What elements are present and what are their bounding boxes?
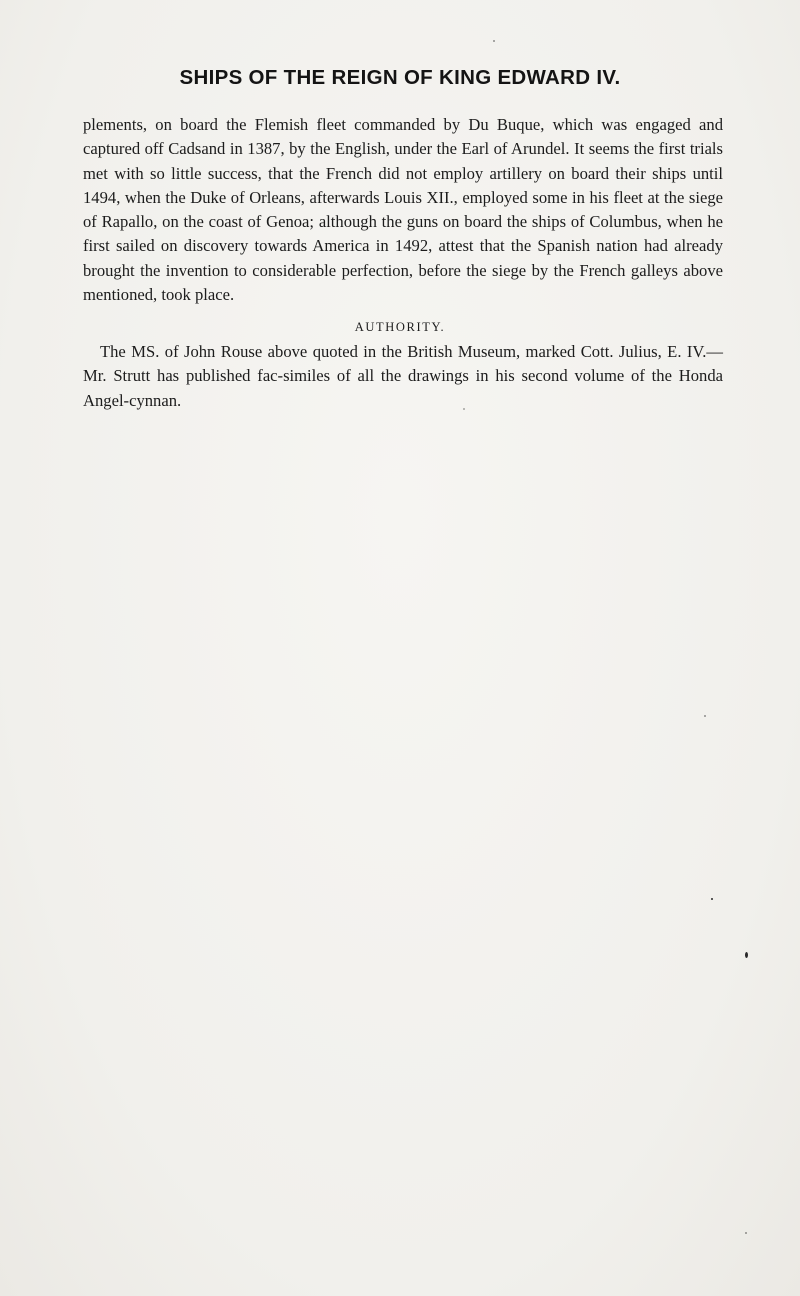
paper-speck: [463, 408, 465, 410]
paper-speck: [704, 715, 706, 717]
paper-speck: [711, 898, 713, 900]
section-heading-authority: AUTHORITY.: [354, 320, 446, 334]
authority-paragraph: The MS. of John Rouse above quoted in the British Museum, marked Cott. Julius, E. IV.—Mr. Strutt has published fac-similes of all the drawings in his second volume of the Honda Angel-cynnan.: [83, 342, 723, 410]
paper-speck: [493, 40, 495, 42]
paper-speck: [745, 1232, 747, 1234]
running-head: SHIPS OF THE REIGN OF KING EDWARD IV.: [179, 66, 621, 89]
body-paragraph: plements, on board the Flemish fleet commanded by Du Buque, which was engaged and captured off Cadsand in 1387, by the English, under the Earl of Arundel. It seems the first trials met with so little success, that the French did not employ artillery on board their ships until 1494, when the Duke of Orleans, afterwards Louis XII., employed some in his fleet at the siege of Rapallo, on the coast of Genoa; although the guns on board the ships of Columbus, when he first sailed on discovery towards America in 1492, attest that the Spanish nation had already brought the invention to considerable perfection, before the siege by the French galleys above mentioned, took place.: [83, 115, 723, 305]
paper-speck: [745, 952, 748, 958]
